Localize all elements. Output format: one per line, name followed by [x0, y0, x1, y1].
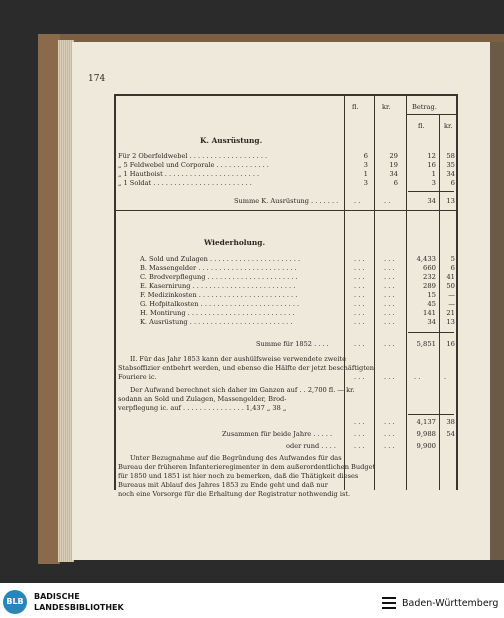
text-line: für 1850 und 1851 ist hier noch zu bemerken, daß die Thätigkeit dieses [118, 472, 359, 480]
row-label: H. Montirung . . . . . . . . . . . . . . . . . . . . . . . . . . [140, 309, 295, 317]
row-label: B. Massengelder . . . . . . . . . . . . . . . . . . . . . . . . [140, 264, 297, 272]
dots: . . . [384, 340, 395, 348]
book-page [72, 42, 490, 560]
row-kr: 6 [393, 179, 398, 187]
row-betrag-fl: 45 [427, 300, 436, 308]
row-label: K. Ausrüstung . . . . . . . . . . . . . . . . . . . . . . . . . [140, 318, 293, 326]
col-rule-fl [344, 94, 345, 490]
book-cover-right-edge [488, 42, 504, 560]
dots: . . . [384, 309, 395, 317]
section-k-title: K. Ausrüstung. [200, 136, 263, 145]
row-betrag-kr: — [448, 300, 455, 308]
col-rule-betrag [406, 94, 407, 490]
row-betrag-fl: 3 [431, 179, 436, 187]
dots: . . . [354, 442, 365, 450]
row-betrag-kr: 21 [446, 309, 455, 317]
dots: . . . [384, 418, 395, 426]
row-betrag-kr: 34 [446, 170, 455, 178]
row-kr: 34 [389, 170, 398, 178]
text-line: Bureau der früheren Infanterieregimenter in dem außerordentlichen Budget [118, 463, 376, 471]
text-line: II. Für das Jahr 1853 kann der aushülfsweise verwendete zweite [130, 355, 346, 363]
header-betrag-kr: kr. [444, 122, 453, 130]
text-line: Der Aufwand berechnet sich daher im Ganzen auf . . 2,700 fl. — kr. [130, 386, 355, 394]
zusammen-kr: 54 [446, 430, 455, 438]
table-right-rule [456, 94, 458, 490]
dots: . . . [384, 430, 395, 438]
library-name-line2: LANDESBIBLIOTHEK [34, 603, 124, 612]
text-line: Fouriere ic. [118, 373, 157, 381]
dots: . . . [354, 291, 365, 299]
dots: . . . [384, 291, 395, 299]
dots: . . . [384, 273, 395, 281]
oder-rund-fl: 9,900 [416, 442, 436, 450]
row-fl: 1 [363, 170, 368, 178]
row-label: A. Sold und Zulagen . . . . . . . . . . . . . . . . . . . . . . [140, 255, 301, 263]
dots: . . . [354, 264, 365, 272]
col-rule-betrag-kr [439, 114, 440, 490]
text-line: verpflegung ic. auf . . . . . . . . . . . . . . . 1,437 „ 38 „ [118, 404, 287, 412]
text-line: Stabsoffizier entbehrt werden, und ebenso die Hälfte der jetzt beschäftigten [118, 364, 375, 372]
dots: . . . [384, 255, 395, 263]
aufwand-fl: 4,137 [416, 418, 436, 426]
recap-sum-rule [408, 332, 454, 333]
row-betrag-fl: 141 [423, 309, 436, 317]
recap-sum-fl: 5,851 [416, 340, 436, 348]
dots: . . . [384, 318, 395, 326]
page-number: 174 [88, 74, 106, 84]
text-line: Bureaus mit Ablauf des Jahres 1853 zu Ende geht und daß nur [118, 481, 328, 489]
dots: . . . [354, 418, 365, 426]
blb-logo[interactable]: BLB [3, 590, 27, 614]
oder-rund-label: oder rund . . . . [286, 442, 336, 450]
row-betrag-kr: 6 [450, 179, 455, 187]
dots: . . . [354, 273, 365, 281]
text-line: noch eine Vorsorge für die Erhaltung der Registratur nothwendig ist. [118, 490, 351, 498]
section-k-bottom-rule [114, 210, 458, 211]
row-betrag-kr: 5 [450, 255, 455, 263]
dots: . . [384, 197, 391, 205]
header-fl: fl. [352, 103, 359, 111]
betrag-header-rule [406, 114, 457, 115]
dots: . . . [354, 373, 365, 381]
row-fl: 3 [363, 161, 368, 169]
row-label: F. Medizinkosten . . . . . . . . . . . . . . . . . . . . . . . . [140, 291, 298, 299]
dots: . . . [354, 340, 365, 348]
dots: . . . [354, 255, 365, 263]
row-betrag-fl: 34 [427, 318, 436, 326]
dots: . . . [354, 309, 365, 317]
row-kr: 29 [389, 152, 398, 160]
row-betrag-kr: 13 [446, 318, 455, 326]
row-label: C. Brodverpflegung . . . . . . . . . . . . . . . . . . . . . . [140, 273, 298, 281]
row-betrag-fl: 16 [427, 161, 436, 169]
row-label: Für 2 Oberfeldwebel . . . . . . . . . . . . . . . . . . . [118, 152, 268, 160]
row-betrag-kr: 41 [446, 273, 455, 281]
baden-wuerttemberg-lion-icon [380, 594, 398, 612]
row-betrag-fl: 289 [423, 282, 436, 290]
dots: . . . [354, 318, 365, 326]
row-label: G. Hofpitalkosten . . . . . . . . . . . . . . . . . . . . . . . . [140, 300, 300, 308]
dots: . . [414, 373, 421, 381]
row-label: „ 1 Soldat . . . . . . . . . . . . . . . . . . . . . . . . [118, 179, 252, 187]
text-line: Unter Bezugnahme auf die Begründung des Aufwandes für das [130, 454, 342, 462]
row-betrag-kr: 50 [446, 282, 455, 290]
section-k-sum-fl: 34 [427, 197, 436, 205]
header-betrag-fl: fl. [418, 122, 425, 130]
aufwand-kr: 38 [446, 418, 455, 426]
header-betrag: Betrag. [412, 103, 437, 111]
row-label: „ 1 Hautboist . . . . . . . . . . . . . . . . . . . . . . . [118, 170, 260, 178]
dots: . . . [384, 442, 395, 450]
row-betrag-kr: 6 [450, 264, 455, 272]
section-k-sum-rule [408, 191, 454, 192]
dots: . . . [384, 282, 395, 290]
book-cover-spine [38, 34, 60, 564]
header-kr: kr. [382, 103, 391, 111]
library-name-line1: BADISCHE [34, 592, 80, 601]
dots: . . . [384, 373, 395, 381]
dots: . [444, 373, 447, 381]
row-betrag-kr: 58 [446, 152, 455, 160]
col-rule-kr [374, 94, 375, 490]
table-left-rule [114, 94, 116, 490]
row-betrag-fl: 1 [431, 170, 436, 178]
dots: . . . [354, 282, 365, 290]
row-betrag-fl: 12 [427, 152, 436, 160]
row-kr: 19 [389, 161, 398, 169]
recap-sum-kr: 16 [446, 340, 455, 348]
dots: . . [354, 197, 361, 205]
zusammen-label: Zusammen für beide Jahre . . . . . [222, 430, 333, 438]
state-name[interactable]: Baden-Württemberg [402, 598, 499, 609]
row-fl: 6 [363, 152, 368, 160]
text-line: sodann an Sold und Zulagen, Massengelder, Brod- [118, 395, 287, 403]
dots: . . . [354, 430, 365, 438]
recap-sum-label: Summe für 1852 . . . . [256, 340, 329, 348]
zusammen-fl: 9,988 [416, 430, 436, 438]
aufwand-rule [408, 414, 454, 415]
dots: . . . [384, 300, 395, 308]
section-k-sum-kr: 13 [446, 197, 455, 205]
row-betrag-fl: 232 [423, 273, 436, 281]
row-betrag-fl: 15 [427, 291, 436, 299]
row-betrag-kr: 35 [446, 161, 455, 169]
dots: . . . [354, 300, 365, 308]
row-betrag-fl: 660 [423, 264, 436, 272]
row-label: „ 5 Feldwebel und Corporale . . . . . . . . . . . . . [118, 161, 269, 169]
row-betrag-kr: — [448, 291, 455, 299]
row-fl: 3 [363, 179, 368, 187]
dots: . . . [384, 264, 395, 272]
recap-title: Wiederholung. [204, 238, 266, 247]
row-betrag-fl: 4,433 [416, 255, 436, 263]
row-label: E. Kasernirung . . . . . . . . . . . . . . . . . . . . . . . . . [140, 282, 296, 290]
section-k-sum-label: Summe K. Ausrüstung . . . . . . . [234, 197, 339, 205]
